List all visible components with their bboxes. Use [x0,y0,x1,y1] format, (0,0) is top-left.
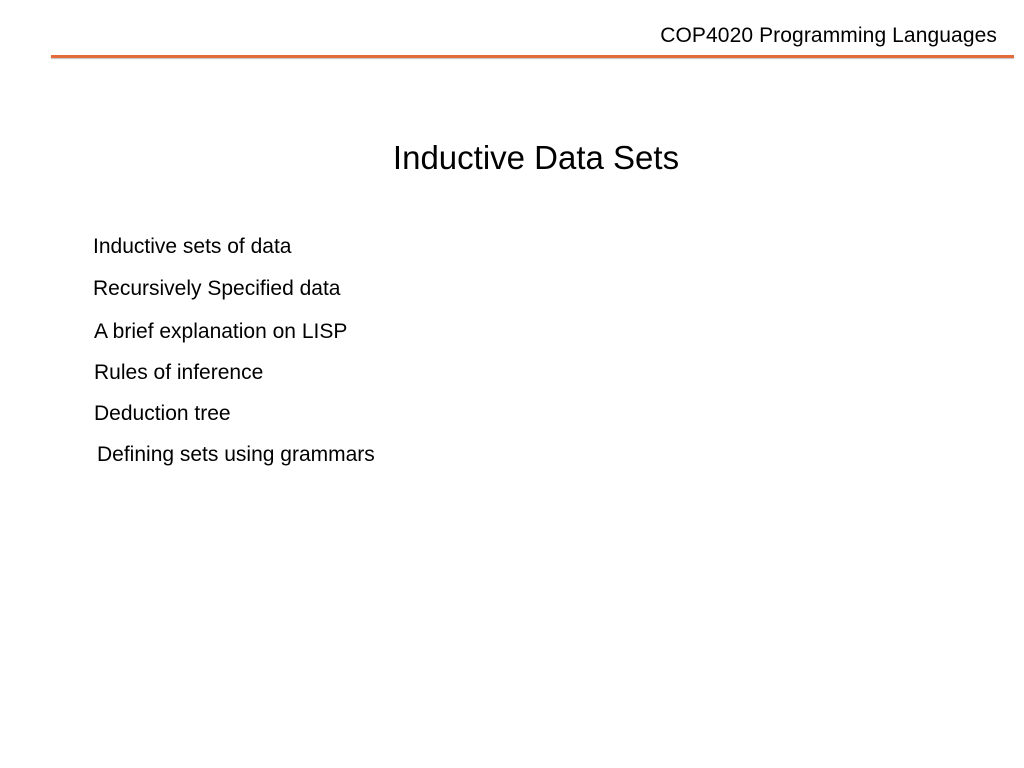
topic-item: Defining sets using grammars [97,443,375,466]
slide-title: Inductive Data Sets [392,139,680,176]
header-divider [51,55,1014,58]
topic-item: Recursively Specified data [93,277,341,300]
course-header: COP4020 Programming Languages [660,24,997,47]
topic-item: A brief explanation on LISP [94,320,348,343]
topic-item: Deduction tree [94,402,231,425]
topic-item: Rules of inference [94,361,264,384]
topic-item: Inductive sets of data [93,235,292,258]
